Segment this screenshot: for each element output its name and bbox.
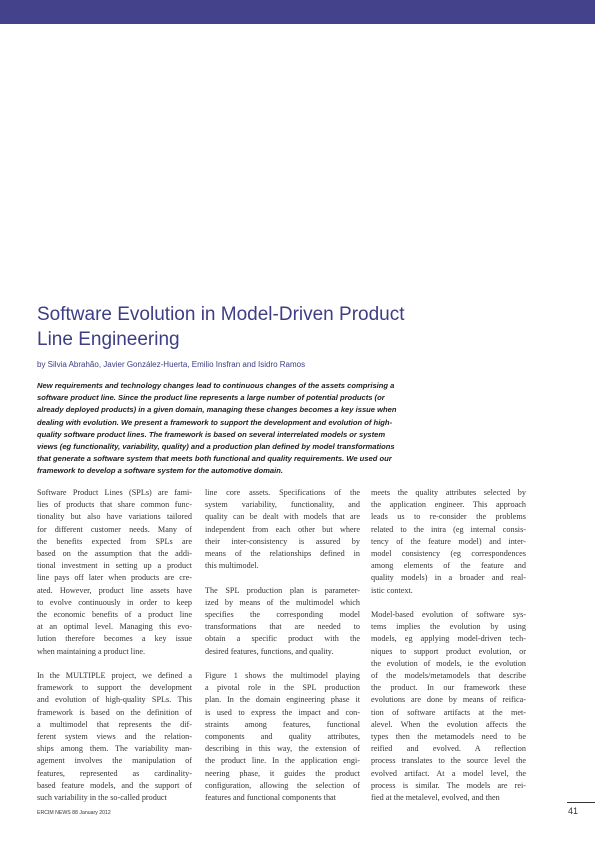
body-text-line: quality can be dealt with models that are: [205, 512, 360, 522]
body-text-line: neering phase, it guides the product: [205, 768, 360, 778]
body-text-line: line pays off later when products are cre-: [37, 573, 192, 583]
body-text-line: related to the intra (eg internal consis-: [371, 524, 526, 534]
body-text-line: straints among features, functional: [205, 719, 360, 729]
paragraph: [205, 670, 360, 804]
body-text-line: system variability, functionality, and: [205, 500, 360, 510]
title-line: Software Evolution in Model-Driven Product: [37, 304, 405, 325]
body-text-line: their inter-consistency is assured by: [205, 536, 360, 546]
body-text-line: obtain a specific product with the: [205, 634, 360, 644]
body-text-line: means of the relationships defined in: [205, 549, 360, 559]
body-text-line: meets the quality attributes selected by: [371, 488, 526, 497]
paragraph: [205, 585, 360, 658]
body-text-line: framework to support the development: [37, 683, 192, 693]
article-abstract: [37, 380, 487, 478]
abstract-line: dealing with evolution. We present a framework to support the development and evolution of high-: [37, 417, 393, 427]
body-text-line: agement involves the manipulation of: [37, 756, 192, 766]
body-text-line: the benefits expected from SPLs are: [37, 536, 192, 546]
body-text-line: framework is based on the definition of: [37, 707, 192, 717]
body-text-line: based on the assumption that the addi-: [37, 549, 192, 559]
abstract-line: quality software product lines. The framework is based on several interrelated models or system: [37, 429, 386, 439]
body-text-line: evolved artifact. At a model level, the: [371, 768, 526, 778]
body-text-line: evolutions are done by means of reifica-: [371, 695, 526, 705]
abstract-line: New requirements and technology changes lead to continuous changes of the assets comprising a: [37, 381, 395, 390]
body-text-line: independent from each other but where: [205, 524, 360, 534]
body-text-line: ships among them. The variability man-: [37, 744, 192, 754]
body-text-line: tion of software artifacts at the met-: [371, 707, 526, 717]
abstract-line: framework to develop a software system for the automotive domain.: [37, 466, 284, 476]
body-text-line: model consistency (eg correspondences: [371, 549, 526, 559]
body-text-line: Figure 1 shows the multimodel playing: [205, 671, 360, 681]
body-text-line: plan. In the domain engineering phase it: [205, 695, 360, 705]
paragraph: [205, 487, 360, 572]
body-text-line: tency of the feature model) and inter-: [371, 536, 526, 546]
footer-issue: ERCIM NEWS 88 January 2012: [37, 810, 111, 816]
paragraph: [37, 487, 192, 658]
body-text-line: types then the metamodels need to be: [371, 732, 526, 742]
abstract-line: software product line. Since the product line represents a large number of potential products (or: [37, 393, 385, 403]
body-text-line: niques to support product evolution, or: [371, 646, 526, 656]
paragraph: [371, 609, 526, 804]
body-text-line: alevel. When the evolution affects the: [371, 719, 526, 729]
body-text-line: tional investment in setting up a product: [37, 561, 192, 571]
article-authors: by Silvia Abrahão, Javier González-Huerta, Emilio Insfran and Isidro Ramos: [37, 360, 306, 369]
body-text-line: tems implies the evolution by using: [371, 622, 526, 632]
body-text-line: a pivotal role in the SPL production: [205, 683, 360, 693]
body-text-line: ferent system views and the relation-: [37, 732, 192, 742]
top-banner: [0, 0, 595, 24]
body-text-line: transformations that are needed to: [205, 622, 360, 632]
page-number: 41: [568, 806, 579, 816]
body-text-line: fied at the metalevel, evolved, and then: [371, 793, 500, 803]
body-text-line: the product. In our framework these: [371, 683, 526, 693]
body-text-line: for different customer needs. Many of: [37, 524, 192, 534]
body-text-line: lies of products that share common func-: [37, 500, 192, 510]
body-text-line: process is similar. The models are rei-: [371, 780, 526, 790]
abstract-line: already deployed products) in a given domain, managing these changes becomes a key issue when: [37, 405, 397, 415]
body-text-line: when maintaining a product line.: [37, 646, 146, 656]
body-text-line: and evolution of high-quality SPLs. This: [37, 695, 192, 705]
article-title: [37, 302, 477, 352]
body-column-2: [205, 487, 360, 816]
body-text-line: ated. However, product line assets have: [37, 585, 192, 595]
body-text-line: features, represented as cardinality-: [37, 768, 192, 778]
body-text-line: features and functional components that: [205, 793, 336, 803]
body-text-line: the economic benefits of a product line: [37, 610, 192, 620]
body-text-line: process translates to the source level the: [371, 756, 526, 766]
body-text-line: quality models) in a broader and real-: [371, 573, 526, 583]
body-text-line: describing in this way, the extension of: [205, 744, 360, 754]
body-text-line: configuration, allowing the selection of: [205, 780, 360, 790]
body-text-line: a multimodel that represents the dif-: [37, 719, 192, 729]
body-text-line: reified and evolved. A reflection: [371, 744, 526, 754]
body-text-line: ized by means of the multimodel which: [205, 597, 360, 607]
body-text-line: line core assets. Specifications of the: [205, 488, 360, 497]
body-text-line: this multimodel.: [205, 561, 259, 571]
body-text-line: tionality but also have variations tailored: [37, 512, 192, 522]
footer-rule: [567, 802, 595, 803]
body-text-line: the product line. In the application engi-: [205, 756, 360, 766]
body-text-line: desired features, functions, and quality.: [205, 646, 334, 656]
abstract-line: that generate a software system that meets both functional and quality requirements. We used our: [37, 454, 392, 464]
body-text-line: is used to express the impact and con-: [205, 707, 360, 717]
body-text-line: leads us to re-consider the problems: [371, 512, 526, 522]
body-text-line: The SPL production plan is parameter-: [205, 585, 360, 595]
body-text-line: lution therefore becomes a key issue: [37, 634, 192, 644]
body-text-line: models, eg applying model-driven tech-: [371, 634, 526, 644]
paragraph: [371, 487, 526, 597]
body-text-line: Software Product Lines (SPLs) are fami-: [37, 488, 192, 497]
body-text-line: the evolution of models, ie the evolution: [371, 658, 526, 668]
paragraph: [37, 670, 192, 804]
body-text-line: istic context.: [371, 585, 413, 595]
body-text-line: specifies the corresponding model: [205, 610, 360, 620]
body-column-3: [371, 487, 526, 816]
body-column-1: [37, 487, 192, 816]
body-text-line: of the models/metamodels that describe: [371, 671, 526, 681]
title-line: Line Engineering: [37, 329, 180, 350]
body-text-line: among elements of the feature and: [371, 561, 526, 571]
body-text-line: In the MULTIPLE project, we defined a: [37, 671, 192, 681]
body-text-line: Model-based evolution of software sys-: [371, 610, 526, 620]
body-text-line: based feature models, and the support of: [37, 780, 192, 790]
body-text-line: components and quality attributes,: [205, 732, 360, 742]
body-text-line: such variability in the so-called product: [37, 793, 167, 803]
body-text-line: the application engineer. This approach: [371, 500, 526, 510]
body-text-line: to evolve continuously in order to keep: [37, 597, 192, 607]
body-text-line: at an optimal level. Managing this evo-: [37, 622, 192, 632]
abstract-line: views (eg functionality, variability, quality) and a production plan defined by model transformations: [37, 442, 395, 452]
